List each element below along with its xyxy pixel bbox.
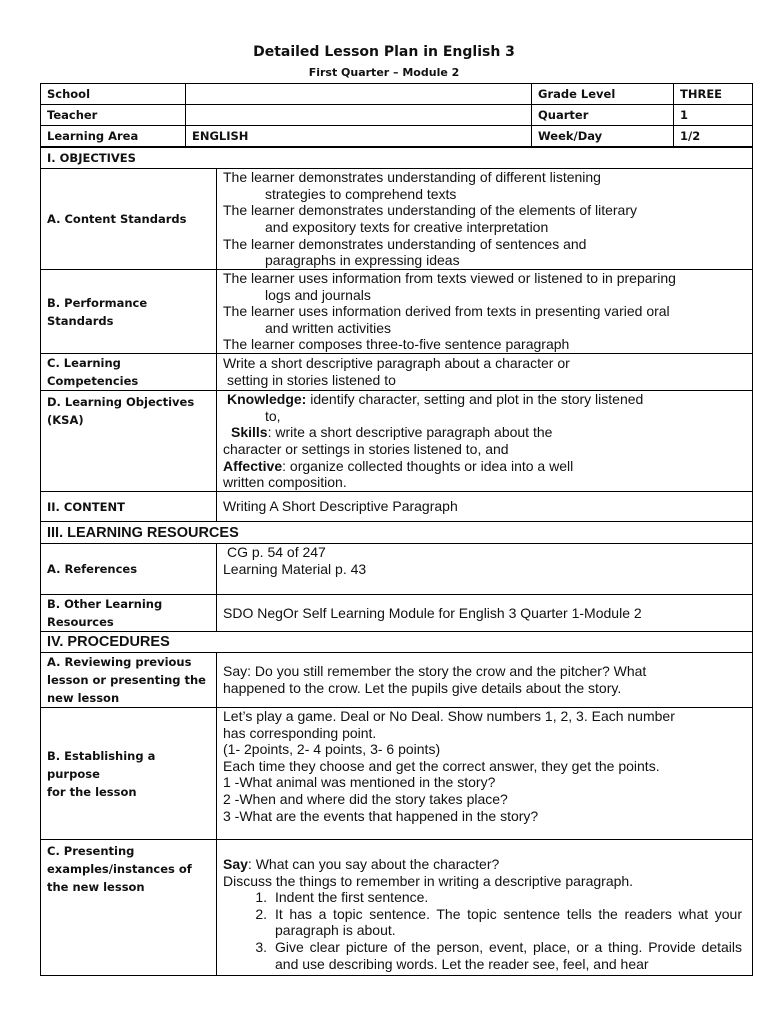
other-resources-row: [41, 595, 753, 632]
learning-objectives-value: Knowledge: identify character, setting and plot in the story listened to, Skills: write a short descriptive paragraph about the character or settings in stories listened to, and Affective: organize collected thoughts or idea into a well written composition.: [217, 391, 753, 492]
content-standard-1: The learner demonstrates understanding of different listening strategies to comprehend texts: [223, 169, 601, 202]
performance-standards-row: [41, 270, 753, 354]
purpose-value: [217, 708, 753, 840]
content-standards-row: [41, 169, 753, 270]
descriptive-paragraph-steps: [223, 889, 742, 972]
references-value: CG p. 54 of 247 Learning Material p. 43: [217, 544, 753, 595]
info-row-teacher: [41, 105, 753, 126]
purpose-row: [41, 708, 753, 840]
reviewing-row: [41, 653, 753, 708]
content-label: II. CONTENT: [41, 492, 217, 522]
teacher-label: Teacher: [41, 105, 186, 126]
grade-level-label: Grade Level: [532, 84, 674, 105]
procedures-heading-row: [41, 632, 753, 653]
document-title: Detailed Lesson Plan in English 3: [253, 44, 515, 60]
purpose-line: 1 -What animal was mentioned in the story?: [223, 774, 496, 791]
references-row: [41, 544, 753, 595]
content-standard-2: The learner demonstrates understanding of the elements of literary and expository texts for creative interpretation: [223, 202, 638, 235]
document-subtitle: First Quarter – Module 2: [308, 66, 460, 79]
procedures-heading: IV. PROCEDURES: [41, 632, 753, 653]
performance-standards-value: [217, 270, 753, 354]
content-value: Writing A Short Descriptive Paragraph: [217, 492, 753, 522]
content-standards-label: A. Content Standards: [41, 169, 217, 270]
week-day-value: 1/2: [674, 126, 753, 147]
competencies-label: C. Learning Competencies: [41, 354, 217, 391]
presenting-value: Say: What can you say about the character? Discuss the things to remember in writing a descriptive paragraph. 1. Indent the first sentence. 2. It has a topic sentence. The topic sentence tells the readers what your paragraph is about. 3. Give clear picture of the person, event, place, or a thing. Provide details and use describing words. Let the reader see, feel, and hear: [217, 840, 753, 976]
purpose-line: 2 -When and where did the story takes place?: [223, 790, 508, 807]
reviewing-label: A. Reviewing previous lesson or presenting the new lesson: [41, 653, 217, 708]
purpose-line: Let’s play a game. Deal or No Deal. Show numbers 1, 2, 3. Each number: [223, 708, 675, 724]
learning-area-label: Learning Area: [41, 126, 186, 147]
performance-standards-label: B. Performance Standards: [41, 270, 217, 354]
presenting-row: [41, 840, 753, 976]
quarter-label: Quarter: [532, 105, 674, 126]
other-resources-label: B. Other Learning Resources: [41, 595, 217, 632]
school-label: School: [41, 84, 186, 105]
purpose-line: has corresponding point.: [223, 724, 377, 741]
affective-label: Affective: [223, 457, 283, 474]
learning-area-value: ENGLISH: [186, 126, 532, 147]
content-standard-3: The learner demonstrates understanding of sentences and paragraphs in expressing ideas: [223, 235, 587, 269]
quarter-value: 1: [674, 105, 753, 126]
resources-heading-row: [41, 522, 753, 544]
list-item: 2. It has a topic sentence. The topic sentence tells the readers what your paragraph is about.: [255, 905, 742, 939]
skills-label: Skills: [231, 424, 268, 441]
references-label: A. References: [41, 544, 217, 595]
objectives-heading-row: [41, 148, 753, 169]
info-row-area: [41, 126, 753, 147]
resources-heading: III. LEARNING RESOURCES: [41, 522, 753, 544]
list-item: 3. Give clear picture of the person, event, place, or a thing. Provide details and use describing words. Let the reader see, feel, and hear: [255, 938, 742, 972]
purpose-label: B. Establishing a purpose for the lesson: [41, 708, 217, 840]
performance-standard-3: The learner composes three-to-five sentence paragraph: [223, 336, 570, 353]
purpose-line: 3 -What are the events that happened in the story?: [223, 807, 539, 824]
grade-level-value: THREE: [674, 84, 753, 105]
info-table: [40, 83, 753, 147]
purpose-line: Each time they choose and get the correct answer, they get the points.: [223, 757, 660, 774]
other-resources-value: SDO NegOr Self Learning Module for English 3 Quarter 1-Module 2: [217, 595, 753, 632]
content-standards-value: [217, 169, 753, 270]
competencies-row: [41, 354, 753, 391]
reviewing-value: Say: Do you still remember the story the crow and the pitcher? What happened to the crow. Let the pupils give details about the story.: [217, 653, 753, 708]
presenting-label: C. Presenting examples/instances of the new lesson: [41, 840, 217, 976]
content-row: [41, 492, 753, 522]
learning-objectives-row: [41, 391, 753, 492]
school-value: [186, 84, 532, 105]
lesson-plan-table: [40, 147, 753, 976]
list-item: 1. Indent the first sentence.: [255, 889, 429, 906]
say-label: Say: [223, 856, 248, 872]
purpose-line: (1- 2points, 2- 4 points, 3- 6 points): [223, 741, 441, 758]
info-row-school: [41, 84, 753, 105]
performance-standard-1: The learner uses information from texts viewed or listened to in preparing logs and journals: [223, 270, 676, 303]
objectives-heading: I. OBJECTIVES: [41, 148, 753, 169]
week-day-label: Week/Day: [532, 126, 674, 147]
knowledge-label: Knowledge:: [227, 391, 307, 408]
performance-standard-2: The learner uses information derived from texts in presenting varied oral and written activities: [223, 303, 670, 336]
learning-objectives-label: D. Learning Objectives (KSA): [41, 391, 217, 492]
competencies-value: Write a short descriptive paragraph about a character or setting in stories listened to: [217, 354, 753, 391]
teacher-value: [186, 105, 532, 126]
